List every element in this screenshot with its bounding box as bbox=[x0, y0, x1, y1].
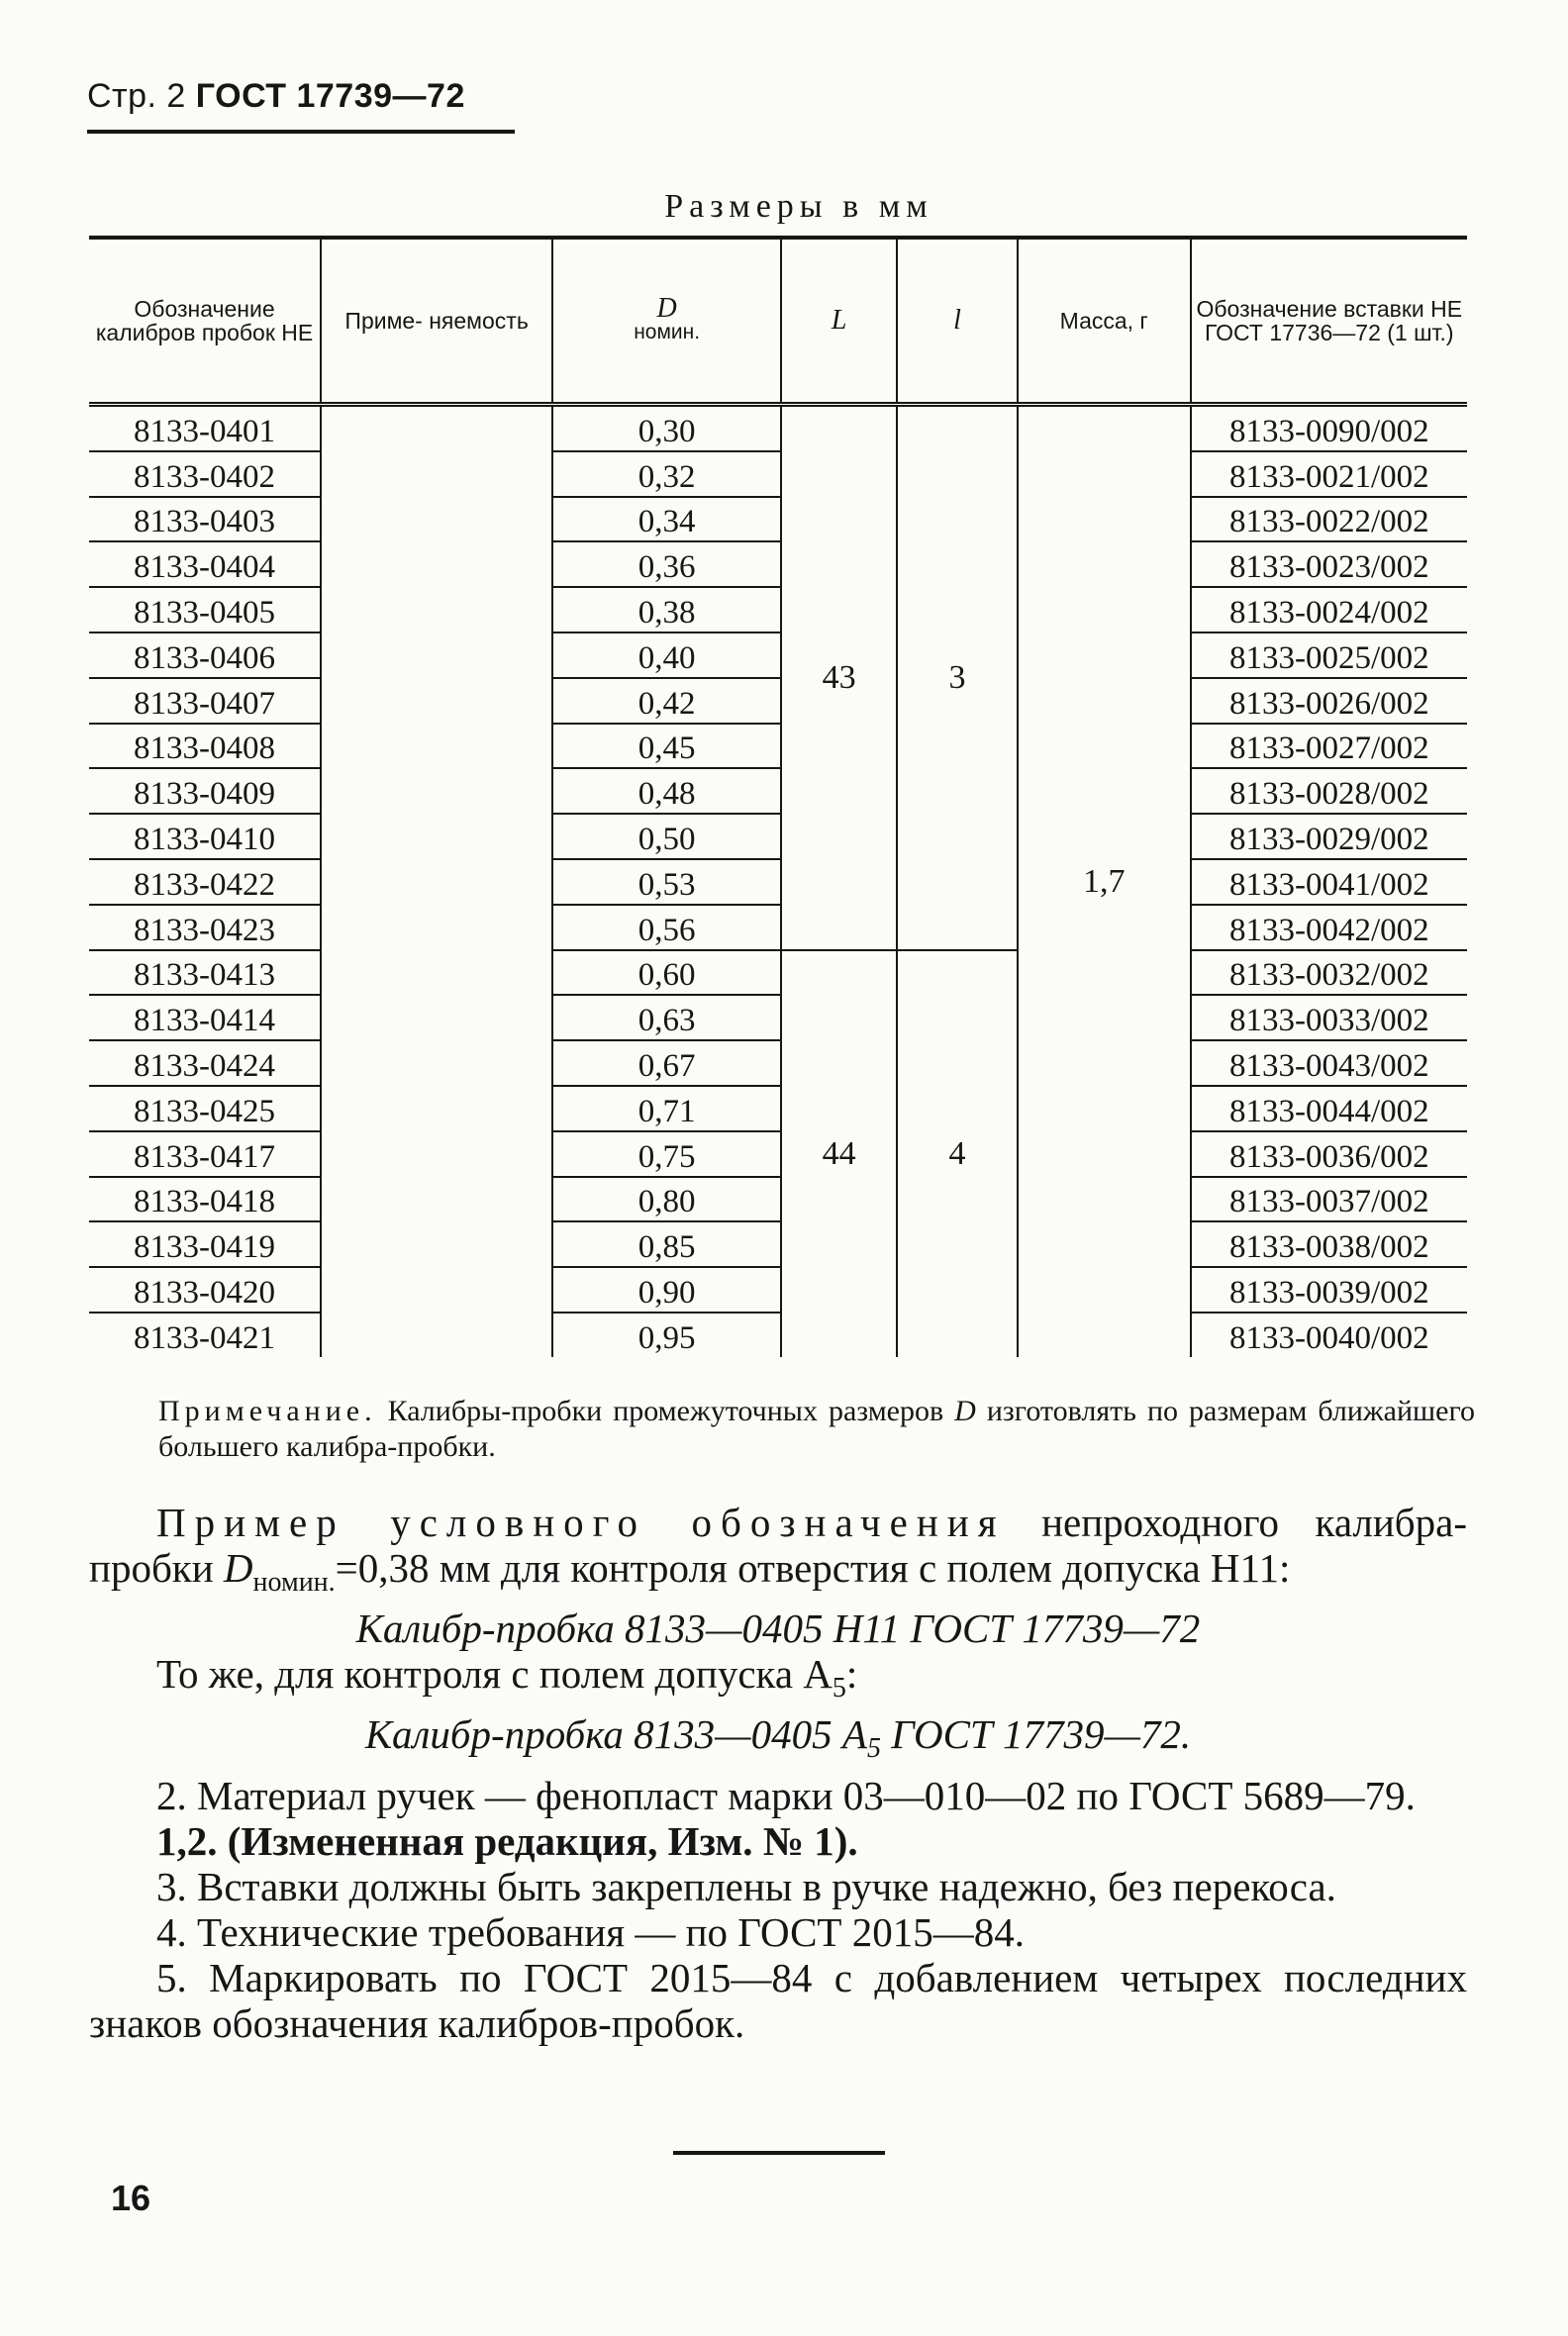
table-row bbox=[89, 1040, 1467, 1086]
page-number: 16 bbox=[111, 2178, 151, 2218]
col-insert: Обозначение вставки НЕ ГОСТ 17736—72 (1 шт.) bbox=[1191, 238, 1467, 405]
cell-d-nominal: 0,71 bbox=[552, 1086, 781, 1131]
cell-L-group1: 43 bbox=[781, 405, 897, 950]
same-text: То же, для контроля с полем допуска A bbox=[156, 1651, 833, 1698]
cell-d-nominal: 0,50 bbox=[552, 814, 781, 859]
cell-applicability bbox=[321, 814, 552, 859]
designation-1: Калибр-пробка 8133—0405 Н11 ГОСТ 17739—72 bbox=[355, 1606, 1201, 1652]
cell-designation: 8133-0406 bbox=[89, 633, 321, 678]
table-row bbox=[89, 814, 1467, 859]
cell-d-nominal: 0,36 bbox=[552, 541, 781, 587]
cell-d-nominal: 0,30 bbox=[552, 405, 781, 451]
cell-insert: 8133-0025/002 bbox=[1191, 633, 1467, 678]
page-label: Стр. 2 bbox=[87, 77, 186, 115]
cell-d-nominal: 0,95 bbox=[552, 1313, 781, 1357]
cell-designation: 8133-0424 bbox=[89, 1040, 321, 1086]
cell-applicability bbox=[321, 451, 552, 497]
cell-insert: 8133-0044/002 bbox=[1191, 1086, 1467, 1131]
cell-applicability bbox=[321, 905, 552, 950]
cell-d-nominal: 0,48 bbox=[552, 768, 781, 814]
designation-2-sub: 5 bbox=[866, 1733, 881, 1765]
item-4: 4. Технические требования — по ГОСТ 2015—84. bbox=[156, 1908, 1025, 1955]
standard-number: ГОСТ 17739—72 bbox=[195, 77, 465, 115]
cell-designation: 8133-0420 bbox=[89, 1267, 321, 1313]
same-end: : bbox=[845, 1651, 858, 1698]
item-3: 3. Вставки должны быть закреплены в ручке надежно, без перекоса. bbox=[156, 1863, 1336, 1909]
cell-mass: 1,7 bbox=[1018, 405, 1191, 1357]
cell-applicability bbox=[321, 633, 552, 678]
note-text-b: изготовлять по размерам ближайшего большего калибра-пробки. bbox=[158, 1395, 1475, 1463]
designation-2a: Калибр-пробка 8133—0405 A bbox=[364, 1711, 867, 1758]
cell-L-group2: 44 bbox=[781, 950, 897, 1357]
table-row bbox=[89, 405, 1467, 451]
table-header-row bbox=[89, 238, 1467, 405]
cell-insert: 8133-0022/002 bbox=[1191, 497, 1467, 542]
bottom-divider bbox=[673, 2151, 885, 2155]
cell-applicability bbox=[321, 1221, 552, 1267]
cell-designation: 8133-0413 bbox=[89, 950, 321, 996]
table-row bbox=[89, 1221, 1467, 1267]
dimensions-table bbox=[89, 236, 1467, 1357]
cell-insert: 8133-0028/002 bbox=[1191, 768, 1467, 814]
cell-designation: 8133-0422 bbox=[89, 859, 321, 905]
cell-applicability bbox=[321, 678, 552, 724]
cell-insert: 8133-0023/002 bbox=[1191, 541, 1467, 587]
cell-d-nominal: 0,63 bbox=[552, 995, 781, 1040]
table-row bbox=[89, 587, 1467, 633]
cell-d-nominal: 0,32 bbox=[552, 451, 781, 497]
table-row bbox=[89, 905, 1467, 950]
table-row bbox=[89, 1313, 1467, 1357]
cell-d-nominal: 0,38 bbox=[552, 587, 781, 633]
cell-d-nominal: 0,80 bbox=[552, 1177, 781, 1222]
designation-2b: ГОСТ 17739—72. bbox=[880, 1711, 1192, 1758]
cell-designation: 8133-0410 bbox=[89, 814, 321, 859]
cell-insert: 8133-0040/002 bbox=[1191, 1313, 1467, 1357]
amendment-note: 1,2. (Измененная редакция, Изм. № 1). bbox=[156, 1817, 858, 1864]
page-header bbox=[87, 77, 515, 134]
cell-d-nominal: 0,90 bbox=[552, 1267, 781, 1313]
table-row bbox=[89, 724, 1467, 769]
example-d: D bbox=[223, 1545, 253, 1591]
example-d-sub: номин. bbox=[252, 1567, 336, 1599]
table-row bbox=[89, 633, 1467, 678]
cell-insert: 8133-0043/002 bbox=[1191, 1040, 1467, 1086]
cell-designation: 8133-0402 bbox=[89, 451, 321, 497]
cell-insert: 8133-0029/002 bbox=[1191, 814, 1467, 859]
same-sub: 5 bbox=[832, 1673, 846, 1704]
table-row bbox=[89, 1267, 1467, 1313]
cell-applicability bbox=[321, 950, 552, 996]
cell-insert: 8133-0033/002 bbox=[1191, 995, 1467, 1040]
table-body bbox=[89, 405, 1467, 1357]
cell-l-group2: 4 bbox=[897, 950, 1018, 1357]
note-d: D bbox=[954, 1395, 976, 1427]
cell-insert: 8133-0042/002 bbox=[1191, 905, 1467, 950]
cell-designation: 8133-0403 bbox=[89, 497, 321, 542]
cell-insert: 8133-0038/002 bbox=[1191, 1221, 1467, 1267]
table-row bbox=[89, 768, 1467, 814]
col-d-nominal bbox=[552, 238, 781, 405]
table-row bbox=[89, 995, 1467, 1040]
cell-insert: 8133-0027/002 bbox=[1191, 724, 1467, 769]
cell-d-nominal: 0,34 bbox=[552, 497, 781, 542]
table-row bbox=[89, 678, 1467, 724]
cell-designation: 8133-0405 bbox=[89, 587, 321, 633]
cell-insert: 8133-0024/002 bbox=[1191, 587, 1467, 633]
cell-designation: 8133-0417 bbox=[89, 1131, 321, 1177]
cell-insert: 8133-0021/002 bbox=[1191, 451, 1467, 497]
cell-applicability bbox=[321, 1040, 552, 1086]
cell-insert: 8133-0039/002 bbox=[1191, 1267, 1467, 1313]
cell-d-nominal: 0,60 bbox=[552, 950, 781, 996]
table-note bbox=[158, 1394, 1475, 1465]
cell-applicability bbox=[321, 1177, 552, 1222]
cell-applicability bbox=[321, 1313, 552, 1357]
cell-insert: 8133-0032/002 bbox=[1191, 950, 1467, 996]
table-row bbox=[89, 497, 1467, 542]
cell-applicability bbox=[321, 1086, 552, 1131]
cell-designation: 8133-0407 bbox=[89, 678, 321, 724]
example-paragraph bbox=[89, 1500, 1467, 1606]
cell-designation: 8133-0401 bbox=[89, 405, 321, 451]
col-d-label: D bbox=[656, 293, 677, 324]
cell-designation: 8133-0423 bbox=[89, 905, 321, 950]
body-text bbox=[89, 1500, 1467, 2046]
cell-d-nominal: 0,40 bbox=[552, 633, 781, 678]
cell-applicability bbox=[321, 587, 552, 633]
note-text-a: Калибры-пробки промежуточных размеров bbox=[376, 1395, 955, 1427]
cell-applicability bbox=[321, 995, 552, 1040]
table-row bbox=[89, 1177, 1467, 1222]
example-text1: непроходного калибра-пробки bbox=[89, 1500, 1468, 1591]
cell-d-nominal: 0,67 bbox=[552, 1040, 781, 1086]
example-text2: =0,38 мм для контроля отверстия с полем допуска Н11: bbox=[335, 1545, 1291, 1591]
cell-insert: 8133-0037/002 bbox=[1191, 1177, 1467, 1222]
cell-applicability bbox=[321, 1267, 552, 1313]
col-designation: Обозначение калибров пробок НЕ bbox=[89, 238, 321, 405]
cell-designation: 8133-0418 bbox=[89, 1177, 321, 1222]
cell-applicability bbox=[321, 724, 552, 769]
cell-d-nominal: 0,53 bbox=[552, 859, 781, 905]
cell-designation: 8133-0419 bbox=[89, 1221, 321, 1267]
designation-2 bbox=[89, 1711, 1467, 1772]
cell-d-nominal: 0,75 bbox=[552, 1131, 781, 1177]
cell-d-nominal: 0,85 bbox=[552, 1221, 781, 1267]
cell-designation: 8133-0409 bbox=[89, 768, 321, 814]
cell-d-nominal: 0,56 bbox=[552, 905, 781, 950]
example-lead: Пример условного обозначения bbox=[156, 1500, 1006, 1545]
cell-insert: 8133-0041/002 bbox=[1191, 859, 1467, 905]
note-label: Примечание. bbox=[158, 1395, 377, 1427]
table-row bbox=[89, 1131, 1467, 1177]
cell-applicability bbox=[321, 768, 552, 814]
cell-designation: 8133-0408 bbox=[89, 724, 321, 769]
cell-designation: 8133-0425 bbox=[89, 1086, 321, 1131]
table-row bbox=[89, 451, 1467, 497]
col-mass: Масса, г bbox=[1018, 238, 1191, 405]
cell-designation: 8133-0404 bbox=[89, 541, 321, 587]
same-line bbox=[89, 1651, 1467, 1711]
item-2: 2. Материал ручек — фенопласт марки 03—010—02 по ГОСТ 5689—79. bbox=[156, 1772, 1416, 1818]
cell-applicability bbox=[321, 405, 552, 451]
item-5: 5. Маркировать по ГОСТ 2015—84 с добавлением четырех последних знаков обозначения калибров-пробок. bbox=[89, 1954, 1467, 2046]
col-d-sub: номин. bbox=[634, 321, 701, 343]
table-row bbox=[89, 950, 1467, 996]
col-l: l bbox=[897, 238, 1018, 405]
cell-designation: 8133-0414 bbox=[89, 995, 321, 1040]
cell-applicability bbox=[321, 497, 552, 542]
cell-applicability bbox=[321, 1131, 552, 1177]
cell-insert: 8133-0036/002 bbox=[1191, 1131, 1467, 1177]
table-row bbox=[89, 859, 1467, 905]
cell-applicability bbox=[321, 541, 552, 587]
table-row bbox=[89, 1086, 1467, 1131]
cell-insert: 8133-0026/002 bbox=[1191, 678, 1467, 724]
cell-designation: 8133-0421 bbox=[134, 1319, 276, 1356]
cell-l-group1: 3 bbox=[897, 405, 1018, 950]
cell-d-nominal: 0,42 bbox=[552, 678, 781, 724]
col-applicability: Приме- няемость bbox=[321, 238, 552, 405]
cell-d-nominal: 0,45 bbox=[552, 724, 781, 769]
units-caption: Размеры в мм bbox=[664, 188, 933, 225]
col-L: L bbox=[781, 238, 897, 405]
table-row bbox=[89, 541, 1467, 587]
cell-insert: 8133-0090/002 bbox=[1191, 405, 1467, 451]
cell-applicability bbox=[321, 859, 552, 905]
